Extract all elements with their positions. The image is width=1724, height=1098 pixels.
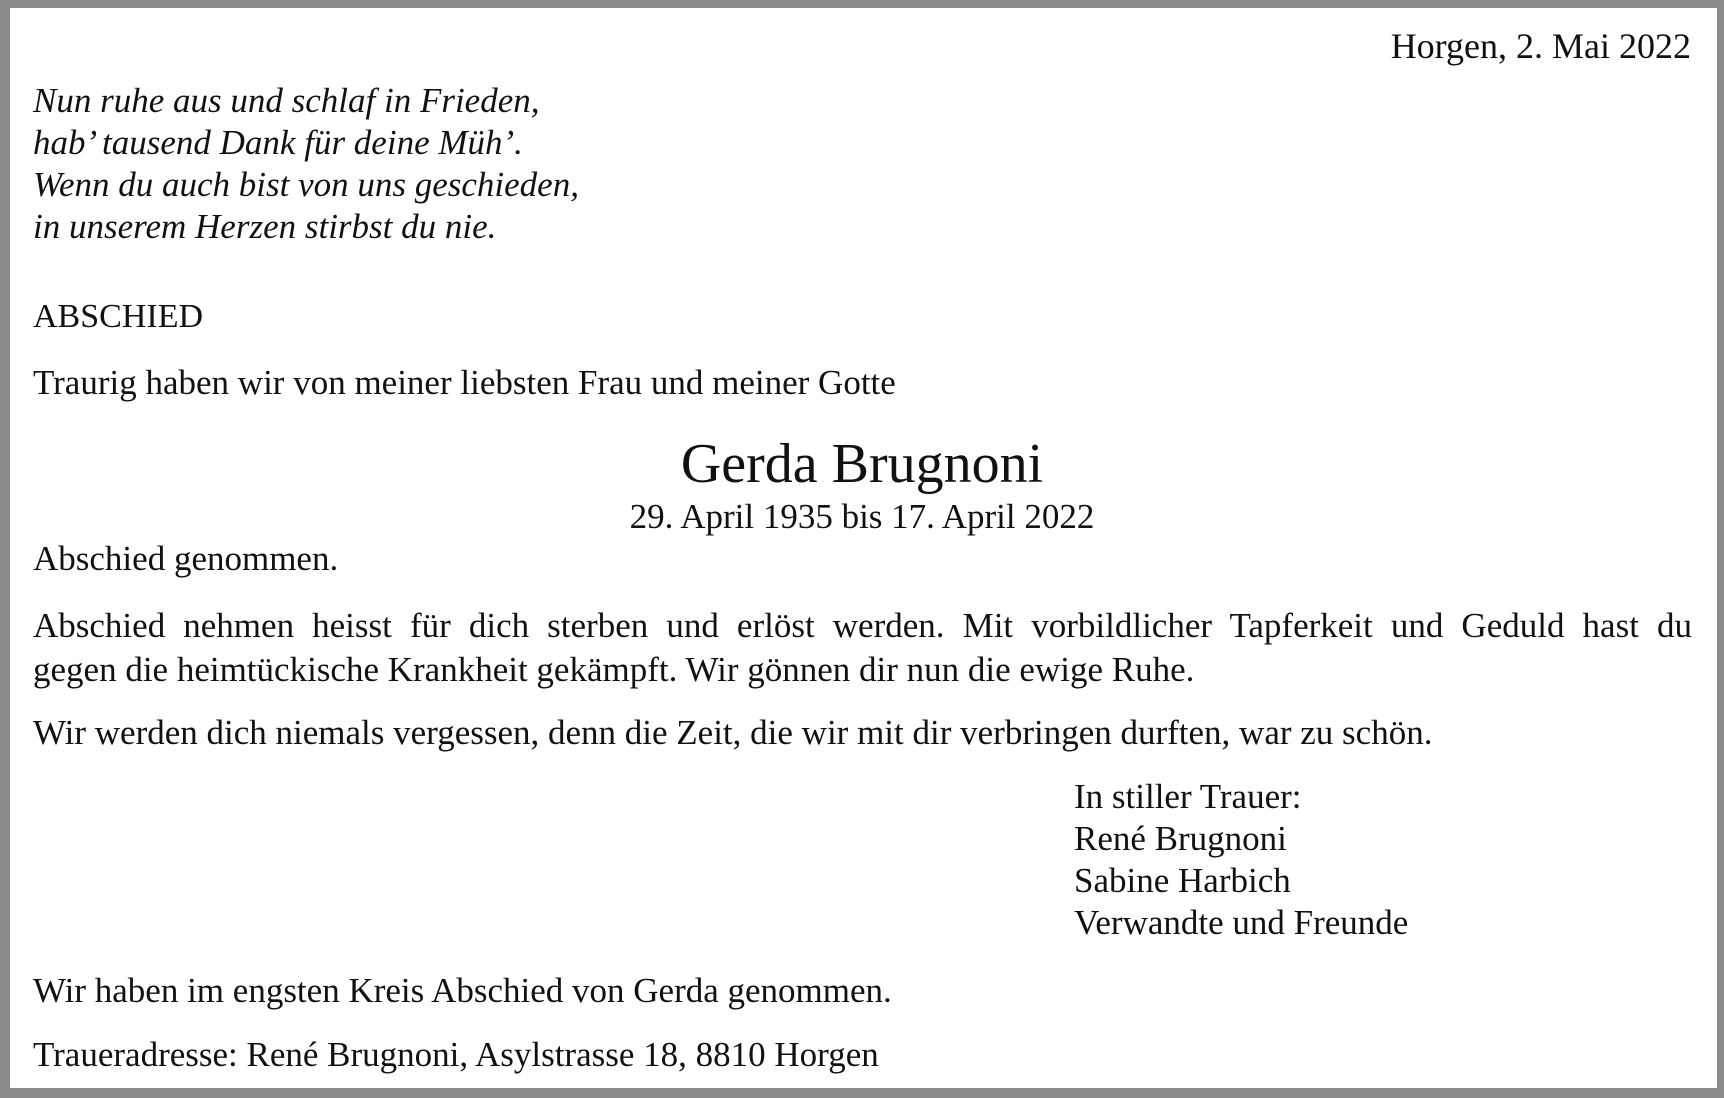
poem [33,80,579,248]
paragraph-line: gegen die heimtückische Krankheit gekämpft. Wir gönnen dir nun die ewige Ruhe. [33,650,1195,689]
place-date: Horgen, 2. Mai 2022 [1390,26,1691,66]
intro-text: Traurig haben wir von meiner liebsten Frau und meiner Gotte [33,363,896,402]
mourners-title: In stiller Trauer: [1074,777,1302,816]
poem-line: in unserem Herzen stirbst du nie. [33,207,497,246]
paragraph-line: Abschied nehmen heisst für dich sterben und erlöst werden. Mit vorbildlicher Tapferkeit und Geduld hast du [33,606,1692,645]
paragraph-farewell [33,604,1692,692]
mourner-name: Verwandte und Freunde [1074,903,1409,942]
paragraph-memory: Wir werden dich niemals vergessen, denn die Zeit, die wir mit dir verbringen durften, war zu schön. [33,713,1433,752]
mourners-block [1074,776,1408,944]
closing-text: Wir haben im engsten Kreis Abschied von Gerda genommen. [33,971,892,1010]
deceased-name: Gerda Brugnoni [680,433,1044,495]
life-dates: 29. April 1935 bis 17. April 2022 [629,497,1095,536]
notice-heading: ABSCHIED [33,298,204,335]
mourning-address: Traueradresse: René Brugnoni, Asylstrasse 18, 8810 Horgen [33,1035,879,1074]
poem-line: Nun ruhe aus und schlaf in Frieden, [33,81,540,120]
after-name-text: Abschied genommen. [33,539,339,578]
poem-line: Wenn du auch bist von uns geschieden, [33,165,579,204]
mourner-name: Sabine Harbich [1074,861,1291,900]
poem-line: hab’ tausend Dank für deine Müh’. [33,123,523,162]
mourner-name: René Brugnoni [1074,819,1287,858]
